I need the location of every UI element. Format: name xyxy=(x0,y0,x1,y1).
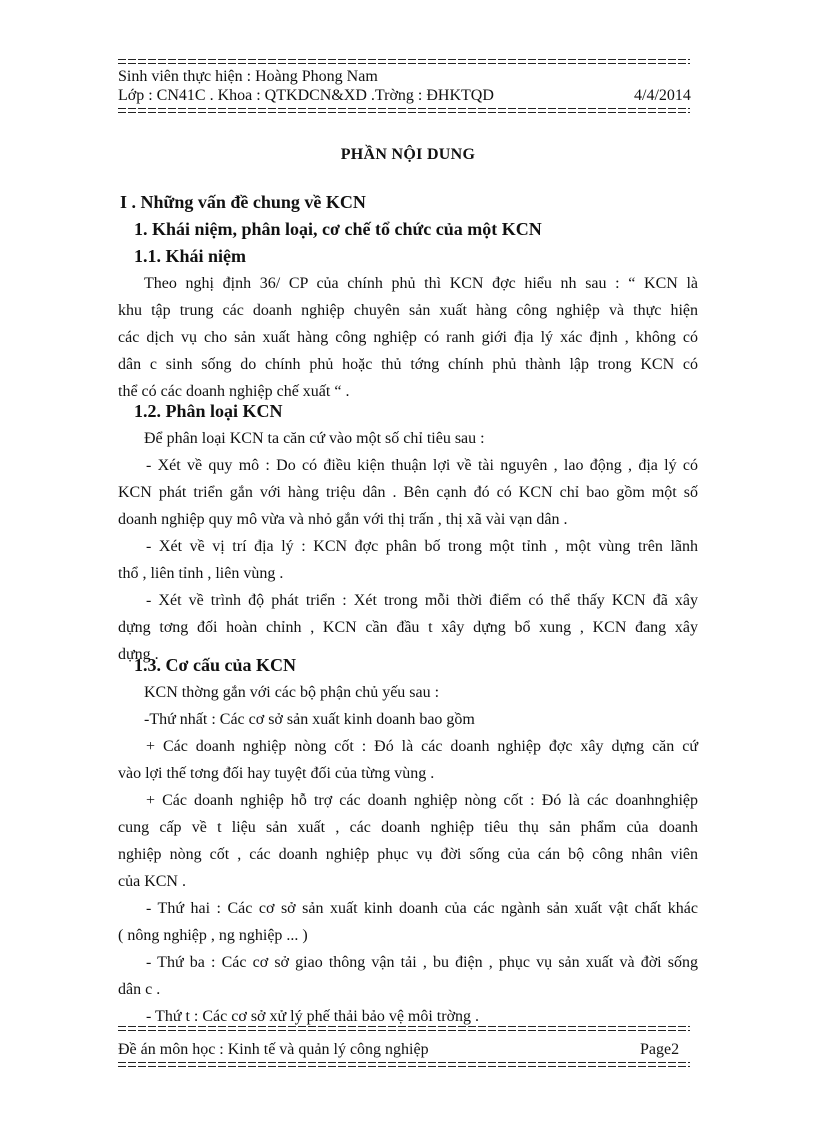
text-line: doanh nghiệp quy mô vừa và nhỏ gắn với thị trấn , thị xã vài vạn dân . xyxy=(118,511,568,528)
text-line: KCN phát triển gắn với hàng triệu dân . Bên cạnh đó có KCN chỉ bao gồm một số xyxy=(118,484,698,501)
header-student: Sinh viên thực hiện : Hoàng Phong Nam xyxy=(118,68,378,85)
text-line: dân c . xyxy=(118,981,161,998)
text-line: của KCN . xyxy=(118,873,186,890)
heading-section-1: I . Những vấn đề chung về KCN xyxy=(120,192,366,212)
text-line: vào lợi thế tơng đối hay tuyệt đối của từng vùng . xyxy=(118,765,435,782)
text-line: khu tập trung các doanh nghiệp chuyên sản xuất hàng công nghiệp và thực hiện xyxy=(118,302,698,319)
text-line: -Thứ nhất : Các cơ sở sản xuất kinh doanh bao gồm xyxy=(144,711,475,728)
heading-1-2: 1.2. Phân loại KCN xyxy=(134,401,283,421)
heading-1-3: 1.3. Cơ cấu của KCN xyxy=(134,655,296,675)
text-line: dựng tơng đối hoàn chỉnh , KCN cần đầu t xây dựng bổ xung , KCN đang xây xyxy=(118,619,698,636)
footer-page-number: Page2 xyxy=(640,1041,680,1058)
header-bottom-rule xyxy=(118,107,690,115)
heading-subsection-1: 1. Khái niệm, phân loại, cơ chế tổ chức của một KCN xyxy=(134,219,542,239)
header-date: 4/4/2014 xyxy=(634,87,691,104)
text-line: cung cấp về t liệu sản xuất , các doanh nghiệp tiêu thụ sản phẩm của doanh xyxy=(118,819,698,836)
footer-top-rule xyxy=(118,1025,690,1033)
text-line: - Xét về vị trí địa lý : KCN đợc phân bố trong một tỉnh , một vùng trên lãnh xyxy=(146,538,698,555)
paragraph-1-2 xyxy=(118,425,698,668)
text-line: ( nông nghiệp , ng nghiệp ... ) xyxy=(118,927,308,944)
paragraph-1-1 xyxy=(118,270,698,405)
text-line: thổ , liên tỉnh , liên vùng . xyxy=(118,565,284,582)
text-line: - Thứ ba : Các cơ sở giao thông vận tải , bu điện , phục vụ sản xuất và đời sống xyxy=(146,954,698,971)
text-line: nghiệp nòng cốt , các doanh nghiệp phục vụ đời sống của cán bộ công nhân viên xyxy=(118,846,698,863)
text-line: Theo nghị định 36/ CP của chính phủ thì KCN đợc hiểu nh sau : “ KCN là xyxy=(144,275,698,292)
heading-1-1: 1.1. Khái niệm xyxy=(134,246,247,266)
text-line: dân c sinh sống do chính phủ hoặc thủ tớng chính phủ thành lập trong KCN có xyxy=(118,356,698,373)
text-line: - Xét về trình độ phát triển : Xét trong mỗi thời điểm có thể thấy KCN đã xây xyxy=(146,592,698,609)
text-line: các dịch vụ cho sản xuất hàng công nghiệp có ranh giới địa lý xác định , không có xyxy=(118,329,698,346)
footer-course: Đề án môn học : Kinh tế và quản lý công nghiệp xyxy=(118,1041,429,1058)
header-class-info: Lớp : CN41C . Khoa : QTKDCN&XD .Trờng : ĐHKTQD xyxy=(118,87,494,104)
paragraph-1-3 xyxy=(118,679,698,1030)
text-line: - Thứ t : Các cơ sở xử lý phế thải bảo vệ môi trờng . xyxy=(146,1008,480,1025)
page-title: PHẦN NỘI DUNG xyxy=(340,146,476,163)
text-line: KCN thờng gắn với các bộ phận chủ yếu sau : xyxy=(144,684,440,701)
text-line: - Xét về quy mô : Do có điều kiện thuận lợi về tài nguyên , lao động , địa lý có xyxy=(146,457,698,474)
header-top-rule xyxy=(118,58,690,66)
text-line: thể có các doanh nghiệp chế xuất “ . xyxy=(118,383,350,400)
text-line: dựng . xyxy=(118,646,159,663)
footer-bottom-rule xyxy=(118,1061,690,1069)
text-line: Để phân loại KCN ta căn cứ vào một số chỉ tiêu sau : xyxy=(144,430,485,447)
text-line: + Các doanh nghiệp hỗ trợ các doanh nghiệp nòng cốt : Đó là các doanhnghiệp xyxy=(146,792,698,809)
text-line: - Thứ hai : Các cơ sở sản xuất kinh doanh của các ngành sản xuất vật chất khác xyxy=(146,900,698,917)
text-line: + Các doanh nghiệp nòng cốt : Đó là các doanh nghiệp đợc xây dựng căn cứ xyxy=(146,738,698,755)
